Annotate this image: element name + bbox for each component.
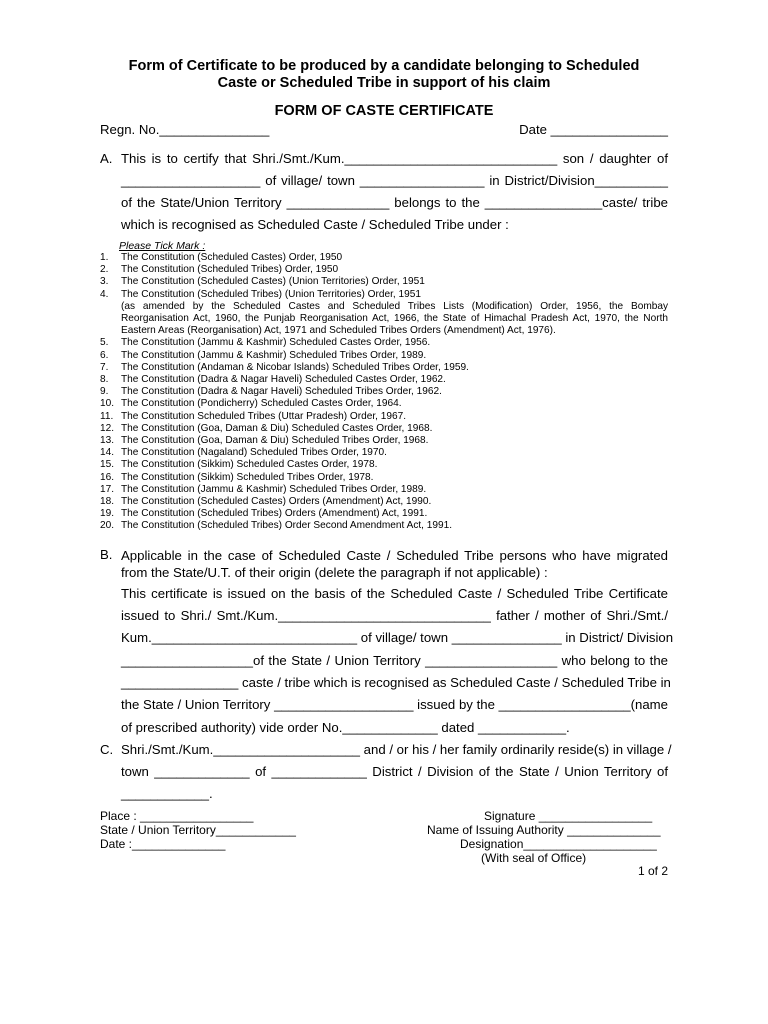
section-b-line-2: issued to Shri./ Smt./Kum._____________________________ father / mother of Shri./Smt./	[121, 608, 668, 623]
list-item: 9. The Constitution (Dadra & Nagar Haveli) Scheduled Tribes Order, 1962.	[100, 386, 442, 398]
section-a-line-3: of the State/Union Territory ______________ belongs to the ________________caste/ tribe	[121, 195, 668, 210]
section-a-line-2: ___________________ of village/ town _________________ in District/Division__________	[121, 173, 668, 188]
list-item: 15. The Constitution (Sikkim) Scheduled Castes Order, 1978.	[100, 459, 378, 471]
place-field: Place : _________________	[100, 809, 254, 823]
section-b-line-3: Kum.____________________________ of village/ town _______________ in District/ Division	[121, 630, 674, 645]
section-b-line-6: the State / Union Territory ___________________ issued by the __________________(name	[121, 697, 668, 712]
list-item: 5. The Constitution (Jammu & Kashmir) Scheduled Castes Order, 1956.	[100, 337, 431, 349]
list-item: 12. The Constitution (Goa, Daman & Diu) Scheduled Castes Order, 1968.	[100, 422, 433, 434]
section-b-line-1: This certificate is issued on the basis of the Scheduled Caste / Scheduled Tribe Certificate	[121, 586, 668, 601]
section-b-line-7: of prescribed authority) vide order No._____________ dated ____________.	[121, 720, 570, 735]
section-b-line-5: ________________ caste / tribe which is recognised as Scheduled Caste / Scheduled Tribe in	[121, 675, 671, 690]
form-subtitle: FORM OF CASTE CERTIFICATE	[274, 103, 494, 119]
title-line-1: Form of Certificate to be produced by a candidate belonging to Scheduled	[128, 58, 640, 74]
list-item: 16. The Constitution (Sikkim) Scheduled Tribes Order, 1978.	[100, 471, 374, 483]
signature-field: Signature _________________	[484, 809, 653, 823]
list-item: 20. The Constitution (Scheduled Tribes) Order Second Amendment Act, 1991.	[100, 520, 453, 532]
list-item: 11. The Constitution Scheduled Tribes (Uttar Pradesh) Order, 1967.	[100, 410, 407, 422]
list-item: 19. The Constitution (Scheduled Tribes) Orders (Amendment) Act, 1991.	[100, 508, 428, 520]
orders-list	[100, 252, 668, 533]
list-item: 1. The Constitution (Scheduled Castes) Order, 1950	[100, 252, 343, 263]
title-line-2: Caste or Scheduled Tribe in support of his claim	[217, 75, 551, 91]
list-item: 2. The Constitution (Scheduled Tribes) Order, 1950	[100, 264, 339, 276]
tick-mark-label: Please Tick Mark :	[119, 240, 206, 252]
designation-field: Designation____________________	[460, 837, 657, 851]
list-item: 4. The Constitution (Scheduled Tribes) (Union Territories) Order, 1951	[100, 288, 421, 300]
page-number: 1 of 2	[637, 864, 668, 878]
list-item: 13. The Constitution (Goa, Daman & Diu) Scheduled Tribes Order, 1968.	[100, 435, 429, 447]
date-field: Date ________________	[519, 122, 668, 137]
section-c-line-2: town _____________ of _____________ District / Division of the State / Union Territory of	[121, 764, 668, 779]
list-item: 7. The Constitution (Andaman & Nicobar Islands) Scheduled Tribes Order, 1959.	[100, 361, 469, 373]
footer-date-field: Date :______________	[100, 837, 226, 851]
section-c-line-1: Shri./Smt./Kum.____________________ and / or his / her family ordinarily reside(s) in village /	[121, 742, 672, 757]
list-item: 6. The Constitution (Jammu & Kashmir) Scheduled Tribes Order, 1989.	[100, 349, 427, 361]
issuing-authority-field: Name of Issuing Authority ______________	[427, 823, 661, 837]
list-item: 8. The Constitution (Dadra & Nagar Haveli) Scheduled Castes Order, 1962.	[100, 374, 446, 386]
section-b-line-4: __________________of the State / Union Territory __________________ who belong to the	[121, 653, 668, 668]
section-a-line-4: which is recognised as Scheduled Caste / Scheduled Tribe under :	[121, 217, 509, 232]
section-b-intro: Applicable in the case of Scheduled Caste / Scheduled Tribe persons who have migrated from the State/U.T. of their origin (delete the paragraph if not applicable) :	[121, 548, 668, 580]
section-a-line-1: This is to certify that Shri./Smt./Kum._____________________________ son / daughter of	[121, 151, 668, 166]
document-title	[100, 58, 668, 92]
list-item: 18. The Constitution (Scheduled Castes) Orders (Amendment) Act, 1990.	[100, 496, 432, 508]
section-a-label: A.	[100, 151, 113, 166]
list-item: 17. The Constitution (Jammu & Kashmir) Scheduled Tribes Order, 1989.	[100, 483, 427, 495]
state-field: State / Union Territory____________	[100, 823, 296, 837]
list-item: 14. The Constitution (Nagaland) Scheduled Tribes Order, 1970.	[100, 447, 387, 459]
office-seal-note: (With seal of Office)	[481, 851, 587, 865]
list-item: 10. The Constitution (Pondicherry) Scheduled Castes Order, 1964.	[100, 398, 402, 410]
list-item-note: (as amended by the Scheduled Castes and Scheduled Tribes Lists (Modification) Order, 1956, the Bombay Reorganisation Act, 1960, the Punjab Reorganisation Act, 1966, the State of Himachal Pradesh Act, 1970, the North Eastern Areas (Reorganisation) Act, 1971 and Scheduled Tribes Orders (Amendment) Act, 1976).	[121, 300, 668, 337]
registration-number-field: Regn. No._______________	[100, 122, 270, 137]
list-item: 3. The Constitution (Scheduled Castes) (Union Territories) Order, 1951	[100, 276, 425, 288]
section-b-label: B.	[100, 547, 113, 562]
section-c-line-3: ____________.	[121, 786, 213, 801]
section-c-label: C.	[100, 742, 114, 757]
